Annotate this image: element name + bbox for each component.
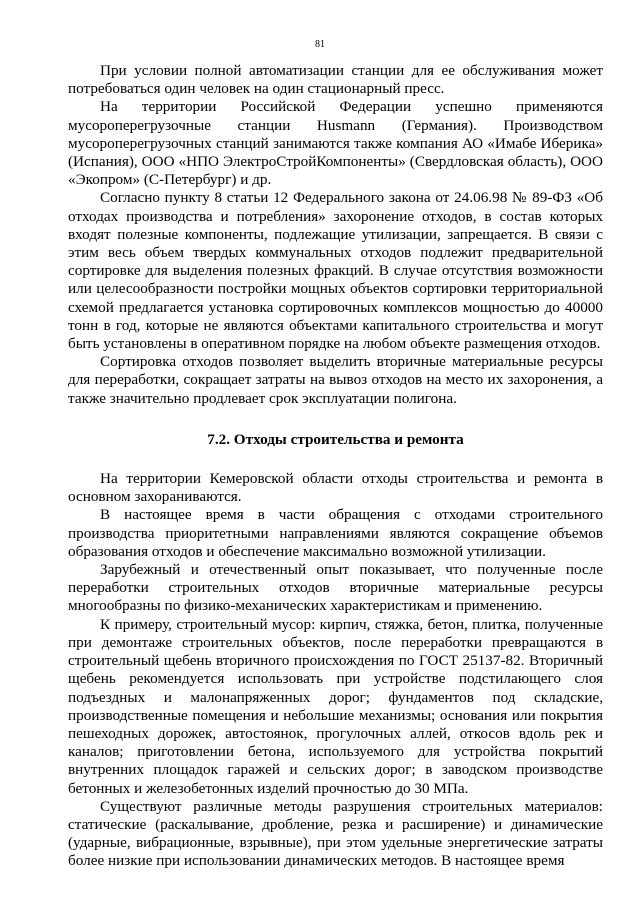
paragraph-methods: Существуют различные методы разрушения строительных материалов: статические (раскалывание, дробление, резка и расширение) и динамические (ударные, вибрационные, взрывные), при этом удельные энергетические затраты более низкие при использовании динамических методов. В настоящее время bbox=[68, 797, 603, 870]
page-body bbox=[68, 62, 603, 871]
paragraph-automation: При условии полной автоматизации станции для ее обслуживания может потребоваться один человек на один стационарный пресс. bbox=[68, 62, 603, 98]
paragraph-federal-law: Согласно пункту 8 статьи 12 Федерального закона от 24.06.98 № 89-ФЗ «Об отходах производства и потребления» захоронение отходов, в состав которых входят полезные компоненты, подлежащие утилизации, запрещается. В связи с этим весь объем твердых коммунальных отходов подлежит предварительной сортировке для выделения полезных фракций. В случае отсутствия возможности или целесообразности постройки мощных объектов сортировки территориальной схемой предлагается установка сортировочных комплексов мощностью до 40000 тонн в год, которые не являются объектами капитального строительства и могут быть установлены в оперативном порядке на любом объекте размещения отходов. bbox=[68, 189, 603, 353]
paragraph-example: К примеру, строительный мусор: кирпич, стяжка, бетон, плитка, полученные при демонтаже строительных объектов, после переработки превращаются в строительный щебень вторичного происхождения по ГОСТ 25137-82. Вторичный щебень рекомендуется использовать при устройстве подстилающего слоя подъездных и малонапряженных дорог; фундаментов под складские, производственные помещения и небольшие механизмы; основания или покрытия пешеходных дорожек, автостоянок, прогулочных аллей, откосов вдоль рек и каналов; приготовлении бетона, используемого для устройства покрытий внутренних площадок гаражей и сельских дорог; в заводском производстве бетонных и железобетонных изделий прочностью до 30 МПа. bbox=[68, 615, 603, 797]
paragraph-kemerovo: На территории Кемеровской области отходы строительства и ремонта в основном захораниваются. bbox=[68, 470, 603, 506]
paragraph-experience: Зарубежный и отечественный опыт показывает, что полученные после переработки строительных отходов вторичные материальные ресурсы многообразны по физико-механических характеристикам и применению. bbox=[68, 561, 603, 615]
paragraph-sorting: Сортировка отходов позволяет выделить вторичные материальные ресурсы для переработки, сокращает затраты на вывоз отходов на место их захоронения, а также значительно продлевает срок эксплуатации полигона. bbox=[68, 353, 603, 407]
section-title: 7.2. Отходы строительства и ремонта bbox=[207, 430, 464, 448]
page-number: 81 bbox=[315, 39, 325, 50]
paragraph-priorities: В настоящее время в части обращения с отходами строительного производства приоритетными направлениями являются сокращение объемов образования отходов и обеспечение максимально возможной утилизации. bbox=[68, 506, 603, 560]
paragraph-stations-rf: На территории Российской Федерации успешно применяются мусороперегрузочные станции Husmann (Германия). Производством мусороперегрузочных станций занимаются также компания АО «Имабе Иберика» (Испания), ООО «НПО ЭлектроСтройКомпоненты» (Свердловская область), ООО «Экопром» (С-Петербург) и др. bbox=[68, 98, 603, 189]
